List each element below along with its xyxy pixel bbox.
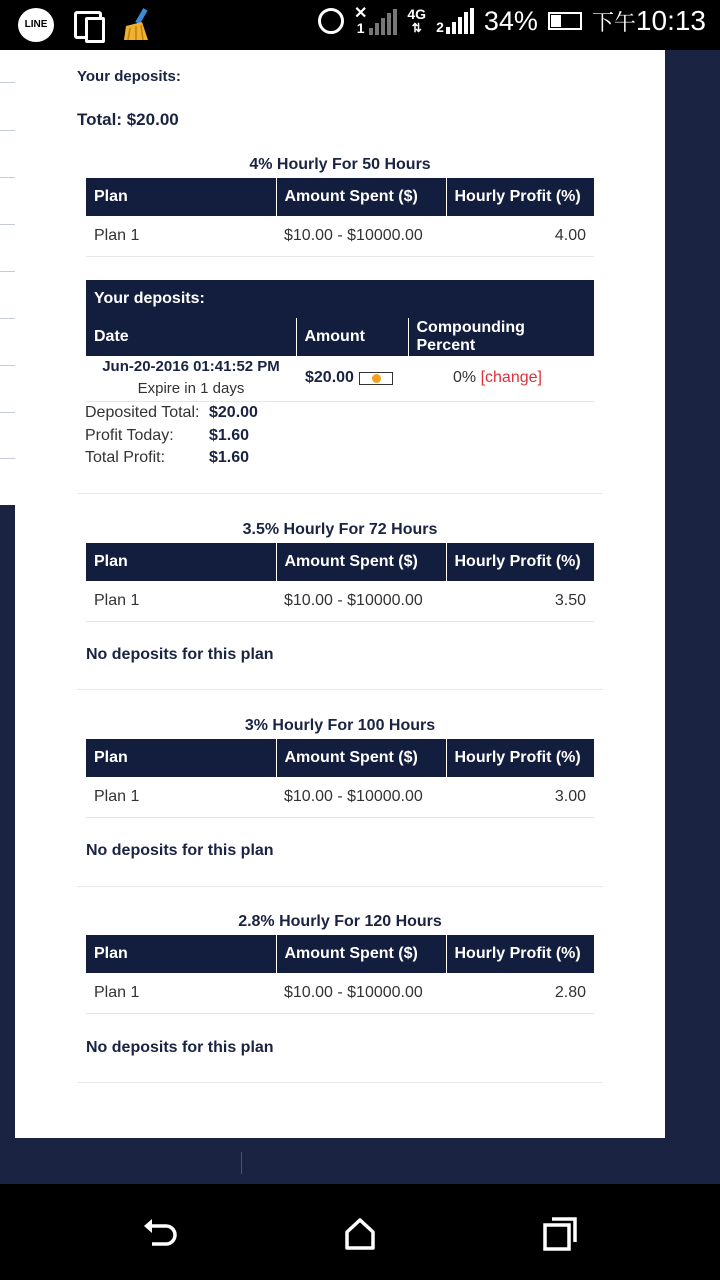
alarm-icon bbox=[318, 8, 344, 34]
table-row bbox=[86, 777, 594, 817]
signal-icon-sim2: 2 bbox=[436, 8, 474, 34]
plan-name: Plan 1 bbox=[86, 777, 276, 817]
deposited-total: Deposited Total: $20.00 bbox=[85, 404, 258, 421]
compounding-percent: 0% [change] bbox=[453, 369, 542, 386]
profit-today: Profit Today: $1.60 bbox=[85, 426, 250, 444]
col-profit: Hourly Profit (%) bbox=[446, 178, 594, 216]
your-deposits-label: Your deposits: bbox=[77, 68, 181, 85]
plan-title: 4% Hourly For 50 Hours bbox=[249, 156, 431, 173]
home-icon[interactable] bbox=[340, 1214, 380, 1254]
table-row bbox=[86, 216, 594, 256]
total-amount: Total: $20.00 bbox=[77, 110, 179, 129]
plan-amount: $10.00 - $10000.00 bbox=[276, 216, 446, 256]
deposits-table bbox=[86, 318, 594, 356]
col-profit: Hourly Profit (%) bbox=[446, 543, 594, 581]
deposit-date: Jun-20-2016 01:41:52 PM bbox=[102, 358, 280, 375]
plan-title: 2.8% Hourly For 120 Hours bbox=[238, 913, 442, 930]
clock: 下午10:13 bbox=[591, 5, 706, 36]
sidebar-strip bbox=[0, 50, 15, 505]
plan-table bbox=[86, 935, 594, 1014]
col-compounding: Compounding Percent bbox=[408, 318, 594, 356]
plan-name: Plan 1 bbox=[86, 973, 276, 1013]
divider bbox=[77, 689, 603, 690]
deposits-header: Your deposits: bbox=[86, 280, 594, 318]
bitcoin-icon bbox=[359, 372, 393, 385]
plan-name: Plan 1 bbox=[86, 216, 276, 256]
footer-divider bbox=[241, 1152, 242, 1174]
divider bbox=[77, 886, 603, 887]
col-amount: Amount Spent ($) bbox=[276, 935, 446, 973]
plan-amount: $10.00 - $10000.00 bbox=[276, 581, 446, 621]
no-deposits-message: No deposits for this plan bbox=[86, 646, 274, 663]
plan-profit: 2.80 bbox=[446, 973, 594, 1013]
table-row bbox=[86, 973, 594, 1013]
plan-name: Plan 1 bbox=[86, 581, 276, 621]
cleaner-broom-icon bbox=[122, 8, 152, 42]
col-plan: Plan bbox=[86, 739, 276, 777]
col-profit: Hourly Profit (%) bbox=[446, 935, 594, 973]
line-app-icon: LINE bbox=[18, 8, 54, 42]
divider bbox=[77, 1082, 603, 1083]
plan-amount: $10.00 - $10000.00 bbox=[276, 777, 446, 817]
plan-title: 3% Hourly For 100 Hours bbox=[244, 717, 436, 734]
back-icon[interactable] bbox=[140, 1214, 180, 1254]
deposit-row bbox=[86, 356, 594, 402]
deposit-summary bbox=[85, 404, 258, 472]
plan-profit: 4.00 bbox=[446, 216, 594, 256]
col-profit: Hourly Profit (%) bbox=[446, 739, 594, 777]
status-bar: LINE ✕ 1 4G ⇅ 2 34% 下午10:13 bbox=[0, 0, 720, 50]
battery-icon bbox=[548, 12, 582, 30]
content-card bbox=[15, 50, 665, 1138]
col-amount: Amount Spent ($) bbox=[276, 543, 446, 581]
plan-profit: 3.00 bbox=[446, 777, 594, 817]
no-deposits-message: No deposits for this plan bbox=[86, 842, 274, 859]
col-plan: Plan bbox=[86, 543, 276, 581]
plan-table bbox=[86, 178, 594, 257]
col-deposit-amount: Amount bbox=[296, 318, 408, 356]
dual-window-icon bbox=[74, 11, 102, 39]
col-date: Date bbox=[86, 318, 296, 356]
deposit-amount: $20.00 bbox=[305, 369, 393, 387]
col-amount: Amount Spent ($) bbox=[276, 739, 446, 777]
no-deposits-message: No deposits for this plan bbox=[86, 1039, 274, 1056]
plan-table bbox=[86, 739, 594, 818]
plan-title: 3.5% Hourly For 72 Hours bbox=[242, 521, 438, 538]
col-amount: Amount Spent ($) bbox=[276, 178, 446, 216]
total-profit: Total Profit: $1.60 bbox=[85, 449, 250, 466]
col-plan: Plan bbox=[86, 178, 276, 216]
col-plan: Plan bbox=[86, 935, 276, 973]
plan-amount: $10.00 - $10000.00 bbox=[276, 973, 446, 1013]
plan-profit: 3.50 bbox=[446, 581, 594, 621]
signal-icon: ✕ 1 bbox=[354, 7, 397, 35]
divider bbox=[77, 493, 603, 494]
change-link[interactable]: [change] bbox=[480, 369, 542, 386]
navigation-bar bbox=[0, 1184, 720, 1280]
plan-table bbox=[86, 543, 594, 622]
deposit-expire: Expire in 1 days bbox=[137, 380, 245, 397]
table-row bbox=[86, 581, 594, 621]
recent-apps-icon[interactable] bbox=[540, 1214, 580, 1254]
battery-percent: 34% bbox=[483, 5, 538, 36]
